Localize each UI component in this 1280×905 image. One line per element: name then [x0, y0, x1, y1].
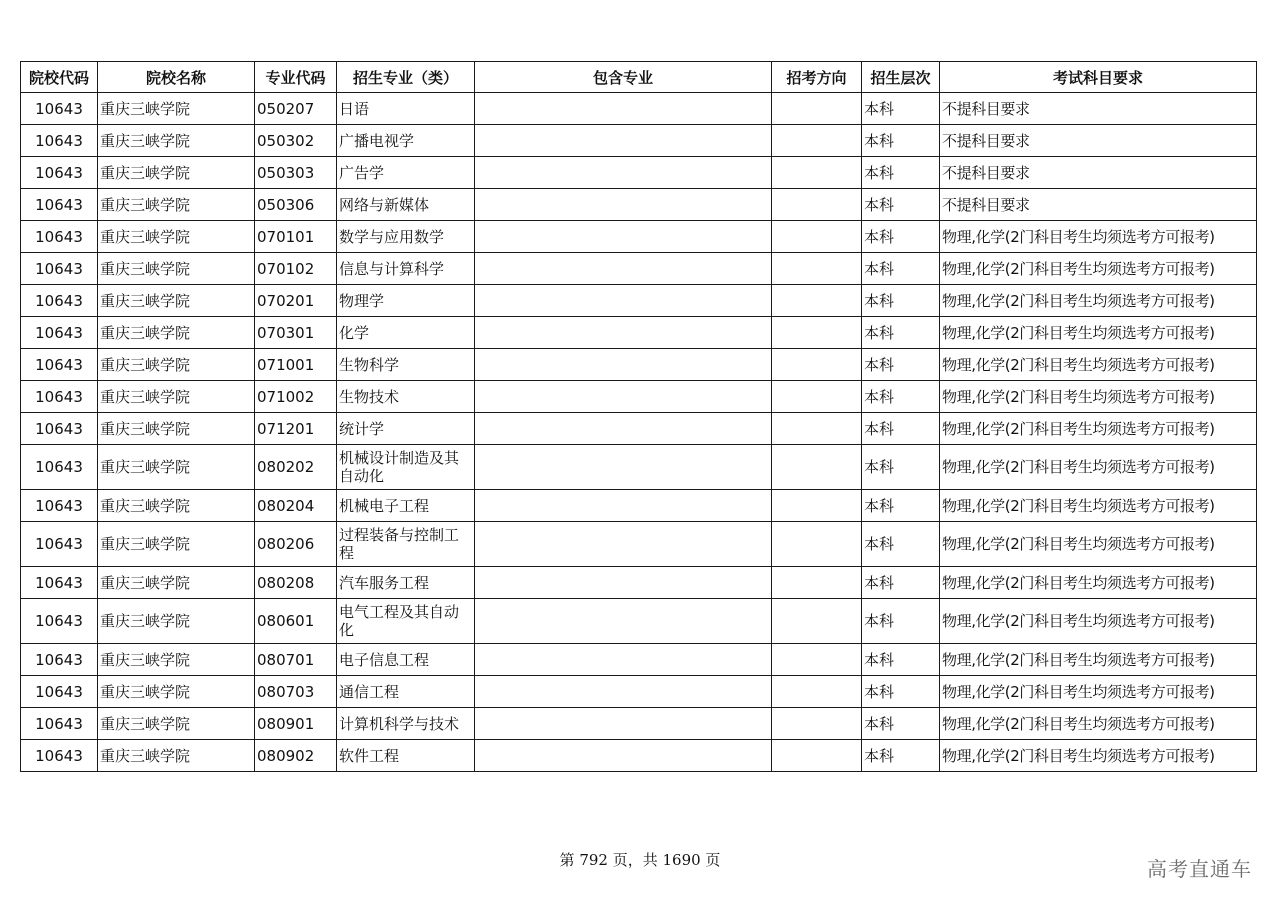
cell-level: 本科 — [862, 676, 940, 708]
header-major-code: 专业代码 — [255, 62, 337, 93]
cell-major-code: 050302 — [255, 125, 337, 157]
cell-school-name: 重庆三峡学院 — [98, 567, 255, 599]
cell-major-code: 080206 — [255, 522, 337, 567]
cell-major-code: 070101 — [255, 221, 337, 253]
cell-major-code: 080202 — [255, 445, 337, 490]
cell-subject-requirement: 物理,化学(2门科目考生均须选考方可报考) — [940, 285, 1257, 317]
cell-direction — [772, 317, 862, 349]
cell-school-code: 10643 — [21, 189, 98, 221]
cell-subject-requirement: 物理,化学(2门科目考生均须选考方可报考) — [940, 413, 1257, 445]
table-row — [21, 445, 1257, 490]
cell-school-name: 重庆三峡学院 — [98, 599, 255, 644]
cell-level: 本科 — [862, 93, 940, 125]
table-row — [21, 381, 1257, 413]
cell-included-majors — [475, 708, 772, 740]
header-school-code: 院校代码 — [21, 62, 98, 93]
header-level: 招生层次 — [862, 62, 940, 93]
cell-school-name: 重庆三峡学院 — [98, 125, 255, 157]
cell-major: 生物科学 — [337, 349, 475, 381]
cell-direction — [772, 445, 862, 490]
cell-major-code: 050306 — [255, 189, 337, 221]
cell-direction — [772, 567, 862, 599]
header-direction: 招考方向 — [772, 62, 862, 93]
table-row — [21, 567, 1257, 599]
cell-major-code: 070301 — [255, 317, 337, 349]
cell-included-majors — [475, 189, 772, 221]
cell-school-name: 重庆三峡学院 — [98, 253, 255, 285]
cell-included-majors — [475, 445, 772, 490]
cell-school-name: 重庆三峡学院 — [98, 644, 255, 676]
cell-included-majors — [475, 740, 772, 772]
cell-subject-requirement: 物理,化学(2门科目考生均须选考方可报考) — [940, 522, 1257, 567]
cell-included-majors — [475, 644, 772, 676]
table-row — [21, 285, 1257, 317]
cell-included-majors — [475, 125, 772, 157]
cell-school-name: 重庆三峡学院 — [98, 445, 255, 490]
cell-school-name: 重庆三峡学院 — [98, 740, 255, 772]
cell-level: 本科 — [862, 349, 940, 381]
cell-level: 本科 — [862, 413, 940, 445]
cell-major-code: 071002 — [255, 381, 337, 413]
table-row — [21, 125, 1257, 157]
cell-school-code: 10643 — [21, 381, 98, 413]
cell-subject-requirement: 物理,化学(2门科目考生均须选考方可报考) — [940, 740, 1257, 772]
admissions-sheet — [20, 61, 1256, 772]
header-major: 招生专业（类） — [337, 62, 475, 93]
table-header-row — [21, 62, 1257, 93]
cell-school-name: 重庆三峡学院 — [98, 413, 255, 445]
cell-school-code: 10643 — [21, 567, 98, 599]
header-school-name: 院校名称 — [98, 62, 255, 93]
cell-level: 本科 — [862, 599, 940, 644]
cell-subject-requirement: 物理,化学(2门科目考生均须选考方可报考) — [940, 381, 1257, 413]
table-row — [21, 644, 1257, 676]
table-row — [21, 317, 1257, 349]
cell-direction — [772, 285, 862, 317]
cell-major-code: 080902 — [255, 740, 337, 772]
cell-major: 广告学 — [337, 157, 475, 189]
table-row — [21, 349, 1257, 381]
cell-direction — [772, 349, 862, 381]
table-row — [21, 253, 1257, 285]
cell-major: 生物技术 — [337, 381, 475, 413]
cell-included-majors — [475, 221, 772, 253]
cell-direction — [772, 381, 862, 413]
cell-direction — [772, 708, 862, 740]
cell-direction — [772, 125, 862, 157]
cell-major: 物理学 — [337, 285, 475, 317]
page-number: 第 792 页，共 1690 页 — [559, 851, 721, 869]
cell-level: 本科 — [862, 189, 940, 221]
header-subject-requirement: 考试科目要求 — [940, 62, 1257, 93]
table-row — [21, 676, 1257, 708]
cell-school-code: 10643 — [21, 125, 98, 157]
table-row — [21, 708, 1257, 740]
cell-included-majors — [475, 93, 772, 125]
cell-included-majors — [475, 253, 772, 285]
cell-major-code: 050207 — [255, 93, 337, 125]
cell-major: 过程装备与控制工程 — [337, 522, 475, 567]
cell-direction — [772, 157, 862, 189]
cell-school-code: 10643 — [21, 522, 98, 567]
cell-major: 汽车服务工程 — [337, 567, 475, 599]
cell-school-code: 10643 — [21, 708, 98, 740]
table-row — [21, 93, 1257, 125]
cell-subject-requirement: 物理,化学(2门科目考生均须选考方可报考) — [940, 317, 1257, 349]
table-row — [21, 490, 1257, 522]
cell-subject-requirement: 物理,化学(2门科目考生均须选考方可报考) — [940, 445, 1257, 490]
table-row — [21, 599, 1257, 644]
cell-included-majors — [475, 522, 772, 567]
cell-subject-requirement: 不提科目要求 — [940, 189, 1257, 221]
cell-major-code: 080703 — [255, 676, 337, 708]
cell-major-code: 080701 — [255, 644, 337, 676]
watermark-logo-text: 高考直通车 — [1147, 857, 1252, 881]
cell-school-code: 10643 — [21, 413, 98, 445]
cell-level: 本科 — [862, 157, 940, 189]
table-row — [21, 740, 1257, 772]
cell-school-code: 10643 — [21, 221, 98, 253]
cell-major: 机械电子工程 — [337, 490, 475, 522]
cell-major: 电气工程及其自动化 — [337, 599, 475, 644]
cell-level: 本科 — [862, 253, 940, 285]
cell-major-code: 080901 — [255, 708, 337, 740]
cell-school-name: 重庆三峡学院 — [98, 381, 255, 413]
cell-level: 本科 — [862, 125, 940, 157]
cell-major: 数学与应用数学 — [337, 221, 475, 253]
cell-major: 日语 — [337, 93, 475, 125]
cell-level: 本科 — [862, 567, 940, 599]
cell-subject-requirement: 物理,化学(2门科目考生均须选考方可报考) — [940, 490, 1257, 522]
cell-major-code: 070201 — [255, 285, 337, 317]
cell-major: 通信工程 — [337, 676, 475, 708]
cell-level: 本科 — [862, 644, 940, 676]
cell-included-majors — [475, 567, 772, 599]
cell-school-name: 重庆三峡学院 — [98, 522, 255, 567]
cell-school-name: 重庆三峡学院 — [98, 285, 255, 317]
cell-subject-requirement: 物理,化学(2门科目考生均须选考方可报考) — [940, 676, 1257, 708]
cell-included-majors — [475, 676, 772, 708]
cell-school-code: 10643 — [21, 445, 98, 490]
cell-included-majors — [475, 317, 772, 349]
cell-school-code: 10643 — [21, 349, 98, 381]
cell-subject-requirement: 物理,化学(2门科目考生均须选考方可报考) — [940, 567, 1257, 599]
cell-included-majors — [475, 381, 772, 413]
cell-level: 本科 — [862, 317, 940, 349]
cell-major-code: 080601 — [255, 599, 337, 644]
cell-subject-requirement: 物理,化学(2门科目考生均须选考方可报考) — [940, 349, 1257, 381]
cell-school-name: 重庆三峡学院 — [98, 221, 255, 253]
cell-subject-requirement: 物理,化学(2门科目考生均须选考方可报考) — [940, 644, 1257, 676]
cell-school-name: 重庆三峡学院 — [98, 317, 255, 349]
cell-school-code: 10643 — [21, 644, 98, 676]
cell-major-code: 071001 — [255, 349, 337, 381]
cell-school-code: 10643 — [21, 490, 98, 522]
cell-included-majors — [475, 349, 772, 381]
cell-included-majors — [475, 157, 772, 189]
cell-direction — [772, 490, 862, 522]
table-row — [21, 157, 1257, 189]
cell-direction — [772, 253, 862, 285]
cell-subject-requirement: 物理,化学(2门科目考生均须选考方可报考) — [940, 708, 1257, 740]
cell-level: 本科 — [862, 381, 940, 413]
cell-major: 信息与计算科学 — [337, 253, 475, 285]
cell-level: 本科 — [862, 708, 940, 740]
cell-major-code: 071201 — [255, 413, 337, 445]
cell-direction — [772, 644, 862, 676]
cell-direction — [772, 189, 862, 221]
cell-direction — [772, 413, 862, 445]
cell-major: 机械设计制造及其自动化 — [337, 445, 475, 490]
cell-major: 广播电视学 — [337, 125, 475, 157]
cell-school-code: 10643 — [21, 285, 98, 317]
cell-major: 软件工程 — [337, 740, 475, 772]
cell-major: 网络与新媒体 — [337, 189, 475, 221]
cell-school-name: 重庆三峡学院 — [98, 189, 255, 221]
cell-school-code: 10643 — [21, 157, 98, 189]
cell-direction — [772, 676, 862, 708]
cell-major-code: 050303 — [255, 157, 337, 189]
cell-direction — [772, 221, 862, 253]
cell-major: 电子信息工程 — [337, 644, 475, 676]
cell-school-code: 10643 — [21, 93, 98, 125]
table-row — [21, 189, 1257, 221]
cell-school-name: 重庆三峡学院 — [98, 349, 255, 381]
cell-level: 本科 — [862, 740, 940, 772]
cell-included-majors — [475, 413, 772, 445]
table-body — [21, 93, 1257, 772]
admissions-table — [20, 61, 1257, 772]
cell-school-name: 重庆三峡学院 — [98, 93, 255, 125]
cell-school-code: 10643 — [21, 253, 98, 285]
cell-direction — [772, 740, 862, 772]
cell-included-majors — [475, 599, 772, 644]
cell-level: 本科 — [862, 522, 940, 567]
table-row — [21, 221, 1257, 253]
cell-school-name: 重庆三峡学院 — [98, 157, 255, 189]
cell-school-name: 重庆三峡学院 — [98, 708, 255, 740]
cell-school-code: 10643 — [21, 317, 98, 349]
cell-school-code: 10643 — [21, 599, 98, 644]
cell-level: 本科 — [862, 221, 940, 253]
cell-major-code: 080208 — [255, 567, 337, 599]
cell-school-code: 10643 — [21, 676, 98, 708]
cell-direction — [772, 93, 862, 125]
cell-subject-requirement: 不提科目要求 — [940, 93, 1257, 125]
cell-major: 化学 — [337, 317, 475, 349]
cell-included-majors — [475, 490, 772, 522]
cell-major-code: 070102 — [255, 253, 337, 285]
cell-major: 计算机科学与技术 — [337, 708, 475, 740]
cell-subject-requirement: 不提科目要求 — [940, 157, 1257, 189]
cell-subject-requirement: 物理,化学(2门科目考生均须选考方可报考) — [940, 221, 1257, 253]
cell-subject-requirement: 物理,化学(2门科目考生均须选考方可报考) — [940, 599, 1257, 644]
cell-school-code: 10643 — [21, 740, 98, 772]
table-row — [21, 413, 1257, 445]
cell-school-name: 重庆三峡学院 — [98, 490, 255, 522]
header-included-majors: 包含专业 — [475, 62, 772, 93]
cell-direction — [772, 599, 862, 644]
cell-school-name: 重庆三峡学院 — [98, 676, 255, 708]
cell-level: 本科 — [862, 490, 940, 522]
cell-direction — [772, 522, 862, 567]
cell-level: 本科 — [862, 445, 940, 490]
cell-included-majors — [475, 285, 772, 317]
cell-major: 统计学 — [337, 413, 475, 445]
table-row — [21, 522, 1257, 567]
cell-level: 本科 — [862, 285, 940, 317]
cell-major-code: 080204 — [255, 490, 337, 522]
cell-subject-requirement: 不提科目要求 — [940, 125, 1257, 157]
cell-subject-requirement: 物理,化学(2门科目考生均须选考方可报考) — [940, 253, 1257, 285]
